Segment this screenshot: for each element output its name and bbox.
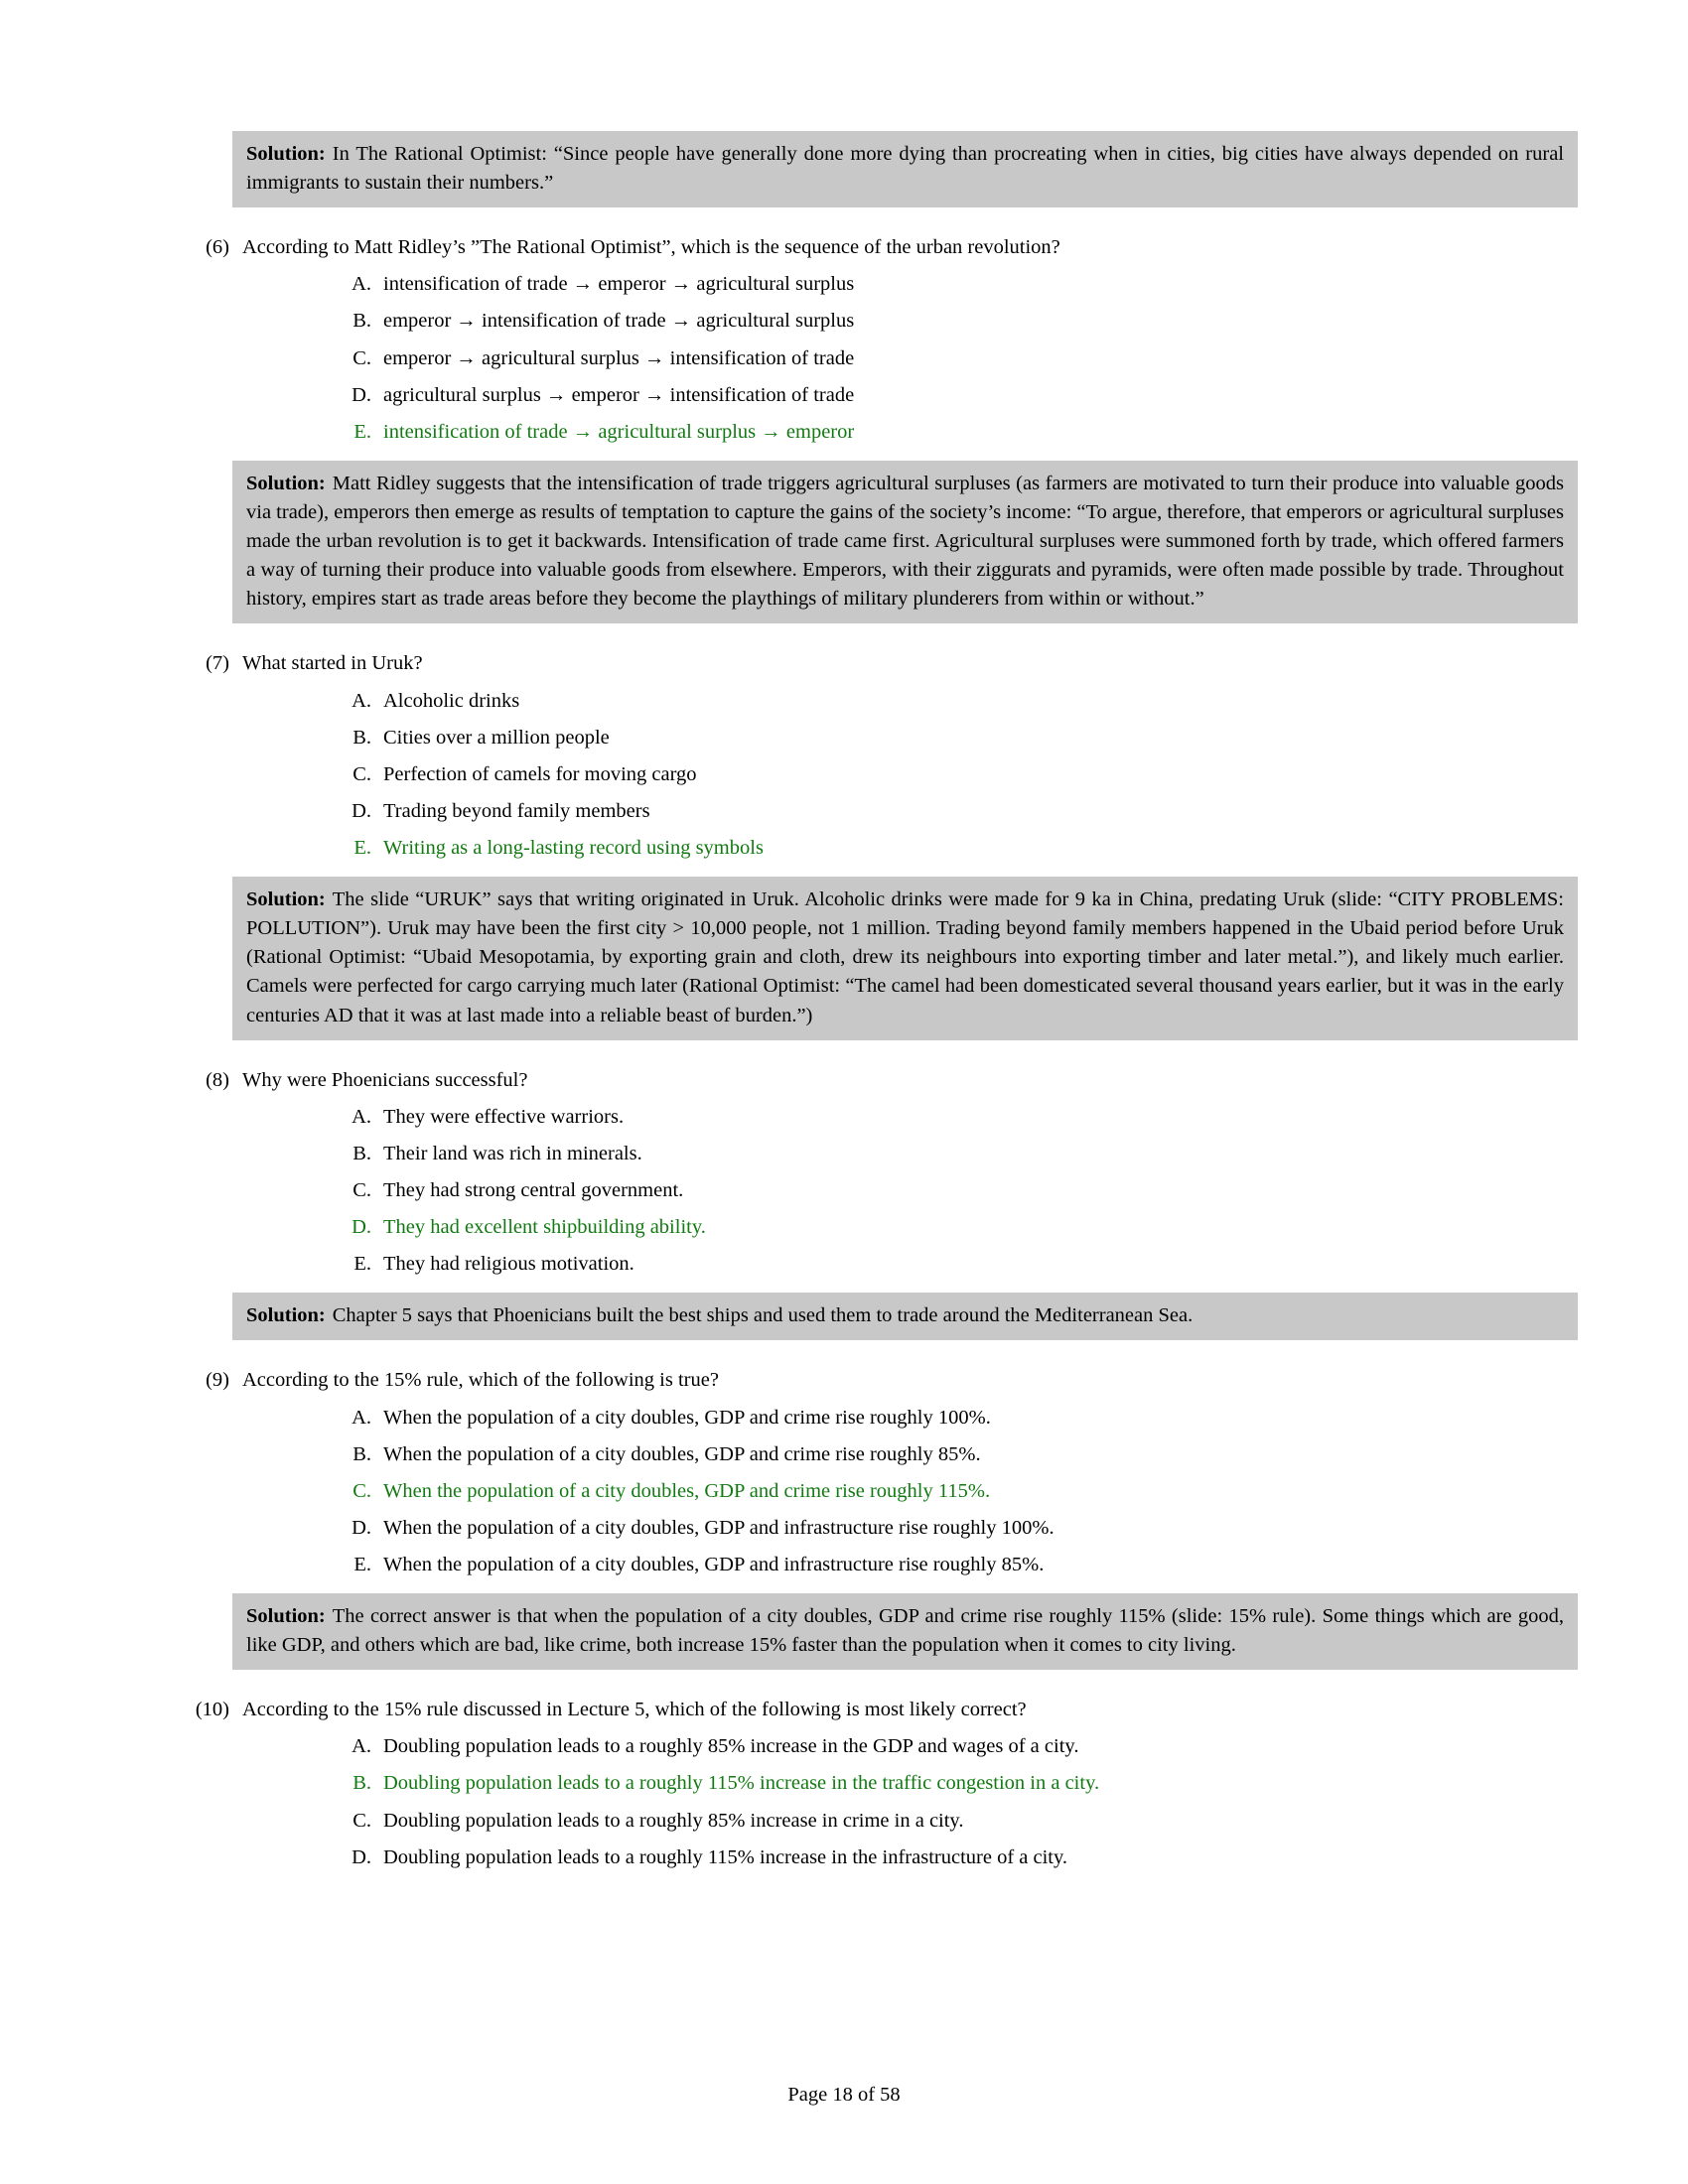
solution-box xyxy=(232,1593,1578,1670)
question-block xyxy=(169,649,1519,863)
choice-item[interactable] xyxy=(169,1551,1519,1579)
solution-box xyxy=(232,877,1578,1040)
choice-label: D. xyxy=(352,1516,371,1539)
solution-box xyxy=(232,461,1578,624)
page-footer: Page 18 of 58 xyxy=(787,2084,901,2106)
choice-list xyxy=(169,687,1519,864)
question-line xyxy=(169,1366,1519,1395)
choice-item[interactable] xyxy=(169,687,1519,716)
solution-label: Solution: xyxy=(246,888,326,911)
question-line xyxy=(169,1066,1519,1095)
question-text: According to Matt Ridley’s ”The Rational Optimist”, which is the sequence of the urban revolution? xyxy=(242,236,1060,259)
choice-label: D. xyxy=(352,1216,371,1239)
choice-label: C. xyxy=(352,346,371,369)
choice-text: Trading beyond family members xyxy=(383,799,650,822)
choice-text: They had excellent shipbuilding ability. xyxy=(383,1216,706,1239)
choice-item[interactable] xyxy=(169,1404,1519,1433)
question-line xyxy=(169,233,1519,262)
choice-text: When the population of a city doubles, GDP and crime rise roughly 115%. xyxy=(383,1479,991,1502)
choice-item[interactable] xyxy=(169,381,1519,410)
question-block xyxy=(169,1366,1519,1579)
choice-item[interactable] xyxy=(169,270,1519,299)
choice-text: agricultural surplus → emperor → intensification of trade xyxy=(383,383,855,406)
choice-label: C. xyxy=(352,762,371,785)
solution-label: Solution: xyxy=(246,472,326,494)
choice-label: A. xyxy=(352,1735,371,1758)
solution-label: Solution: xyxy=(246,1304,326,1327)
choice-item[interactable] xyxy=(169,1440,1519,1469)
choice-item[interactable] xyxy=(169,1140,1519,1168)
choice-text: intensification of trade → agricultural surplus → emperor xyxy=(383,420,855,443)
choice-item[interactable] xyxy=(169,1807,1519,1836)
choice-text: Doubling population leads to a roughly 115% increase in the traffic congestion in a city. xyxy=(383,1772,1100,1795)
choice-text: When the population of a city doubles, GDP and infrastructure rise roughly 85%. xyxy=(383,1553,1045,1575)
choice-item[interactable] xyxy=(169,307,1519,336)
choice-text: emperor → agricultural surplus → intensification of trade xyxy=(383,346,855,369)
choice-label: B. xyxy=(352,1142,371,1164)
solution-text: The correct answer is that when the population of a city doubles, GDP and crime rise roughly 115% (slide: 15% rule). Some things which are good, like GDP, and others which are bad, like crime, both increase 15% faster than the population when it comes to city living. xyxy=(246,1605,1564,1657)
solution-text: Matt Ridley suggests that the intensification of trade triggers agricultural surpluses (as farmers are motivated to turn their produce into valuable goods via trade), emperors then emerge as results of temptation to capture the gains of the society’s income: “To argue, therefore, that emperors or agricultural surpluses made the urban revolution is to get it backwards. Intensification of trade came first. Agricultural surpluses were summoned forth by trade, which offered farmers a way of turning their produce into valuable goods from elsewhere. Emperors, with their ziggurats and pyramids, were often made possible by trade. Throughout history, empires start as trade areas before they become the playthings of military plunderers from within or without.” xyxy=(246,472,1565,611)
choice-list xyxy=(169,270,1519,447)
question-block xyxy=(169,1066,1519,1280)
solution-box xyxy=(232,1293,1578,1340)
choice-item[interactable] xyxy=(169,760,1519,789)
choice-item[interactable] xyxy=(169,1843,1519,1872)
choice-item[interactable] xyxy=(169,1732,1519,1761)
question-number: (10) xyxy=(195,1699,229,1721)
choice-label: A. xyxy=(352,1406,371,1429)
choice-item[interactable] xyxy=(169,1250,1519,1279)
question-block xyxy=(169,233,1519,447)
choice-label: A. xyxy=(352,273,371,296)
choice-label: B. xyxy=(352,1442,371,1465)
question-number: (6) xyxy=(206,236,229,259)
question-text: According to the 15% rule discussed in Lecture 5, which of the following is most likely correct? xyxy=(242,1699,1027,1721)
question-number: (8) xyxy=(206,1068,229,1091)
choice-text: They had strong central government. xyxy=(383,1178,684,1201)
choice-text: Doubling population leads to a roughly 85% increase in crime in a city. xyxy=(383,1809,964,1832)
choice-item-correct[interactable] xyxy=(169,1213,1519,1242)
choice-label: E. xyxy=(353,1553,371,1575)
choice-text: They had religious motivation. xyxy=(383,1253,634,1276)
choice-text: When the population of a city doubles, GDP and crime rise roughly 85%. xyxy=(383,1442,981,1465)
choice-item[interactable] xyxy=(169,797,1519,826)
choice-label: B. xyxy=(352,726,371,749)
choice-item-correct[interactable] xyxy=(169,1477,1519,1506)
choice-text: When the population of a city doubles, GDP and infrastructure rise roughly 100%. xyxy=(383,1516,1055,1539)
choice-list xyxy=(169,1732,1519,1871)
solution-text: In The Rational Optimist: “Since people have generally done more dying than procreating when in cities, big cities have always depended on rural immigrants to sustain their numbers.” xyxy=(246,143,1564,195)
choice-text: Doubling population leads to a roughly 85% increase in the GDP and wages of a city. xyxy=(383,1735,1079,1758)
page-content xyxy=(169,131,1565,1872)
choice-label: E. xyxy=(353,420,371,443)
solution-text: The slide “URUK” says that writing originated in Uruk. Alcoholic drinks were made for 9 ka in China, predating Uruk (slide: “CITY PROBLEMS: POLLUTION”). Uruk may have been the first city > 10,000 people, not 1 million. Trading beyond family members happened in the Ubaid period before Uruk (Rational Optimist: “Ubaid Mesopotamia, by exporting grain and cloth, drew its neighbours into exporting timber and later metal.”), and likely much earlier. Camels were perfected for cargo carrying much later (Rational Optimist: “The camel had been domesticated several thousand years earlier, but it was in the early centuries AD that it was at last made into a reliable beast of burden.”) xyxy=(246,888,1564,1026)
choice-label: B. xyxy=(352,310,371,333)
solution-label: Solution: xyxy=(246,143,326,165)
choice-text: Alcoholic drinks xyxy=(383,689,520,712)
choice-label: D. xyxy=(352,383,371,406)
choice-label: C. xyxy=(352,1479,371,1502)
choice-list xyxy=(169,1404,1519,1580)
choice-text: They were effective warriors. xyxy=(383,1105,625,1128)
choice-text: Cities over a million people xyxy=(383,726,610,749)
choice-label: B. xyxy=(352,1772,371,1795)
question-block xyxy=(169,1696,1519,1872)
question-line xyxy=(169,1696,1519,1724)
solution-label: Solution: xyxy=(246,1605,326,1628)
choice-text: When the population of a city doubles, GDP and crime rise roughly 100%. xyxy=(383,1406,991,1429)
question-text: According to the 15% rule, which of the following is true? xyxy=(242,1369,719,1392)
solution-box xyxy=(232,131,1578,207)
choice-item[interactable] xyxy=(169,1176,1519,1205)
choice-text: emperor → intensification of trade → agricultural surplus xyxy=(383,310,855,333)
choice-label: E. xyxy=(353,1253,371,1276)
choice-text: Writing as a long-lasting record using symbols xyxy=(383,836,764,859)
choice-label: C. xyxy=(352,1178,371,1201)
choice-text: Doubling population leads to a roughly 115% increase in the infrastructure of a city. xyxy=(383,1845,1068,1868)
choice-label: E. xyxy=(353,836,371,859)
choice-item[interactable] xyxy=(169,1103,1519,1132)
question-number: (7) xyxy=(206,652,229,675)
question-number: (9) xyxy=(206,1369,229,1392)
question-line xyxy=(169,649,1519,678)
choice-item-correct[interactable] xyxy=(169,1769,1519,1798)
choice-label: D. xyxy=(352,1845,371,1868)
question-text: Why were Phoenicians successful? xyxy=(242,1068,528,1091)
choice-list xyxy=(169,1103,1519,1280)
choice-label: D. xyxy=(352,799,371,822)
question-text: What started in Uruk? xyxy=(242,652,423,675)
choice-text: Perfection of camels for moving cargo xyxy=(383,762,697,785)
choice-item[interactable] xyxy=(169,724,1519,752)
choice-label: A. xyxy=(352,689,371,712)
choice-item[interactable] xyxy=(169,1514,1519,1543)
choice-item[interactable] xyxy=(169,344,1519,373)
choice-label: A. xyxy=(352,1105,371,1128)
solution-text: Chapter 5 says that Phoenicians built the best ships and used them to trade around the Mediterranean Sea. xyxy=(332,1304,1194,1327)
choice-text: intensification of trade → emperor → agricultural surplus xyxy=(383,273,855,296)
choice-item-correct[interactable] xyxy=(169,418,1519,447)
choice-text: Their land was rich in minerals. xyxy=(383,1142,642,1164)
choice-label: C. xyxy=(352,1809,371,1832)
choice-item-correct[interactable] xyxy=(169,834,1519,863)
